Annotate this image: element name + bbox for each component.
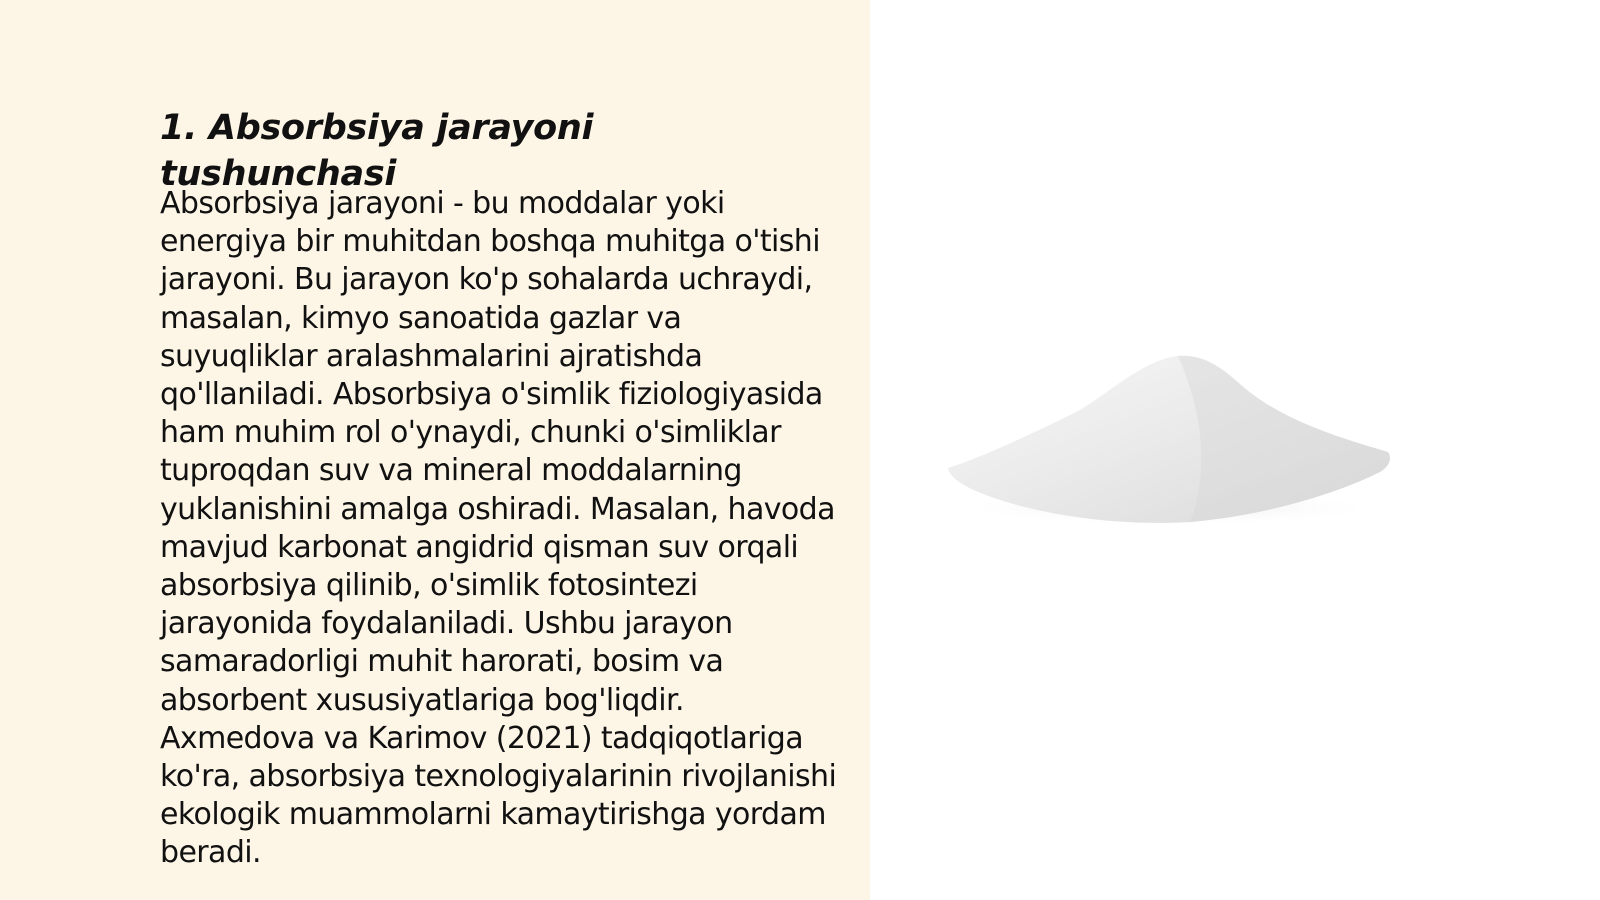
slide-title: 1. Absorbsiya jarayoni tushunchasi xyxy=(160,108,594,194)
white-powder-pile-image xyxy=(940,340,1400,540)
slide-body-text: Absorbsiya jarayoni - bu moddalar yoki energiya bir muhitdan boshqa muhitga o'tishi jarayoni. Bu jarayon ko'p sohalarda uchraydi, masalan, kimyo sanoatida gazlar va suyuqliklar aralashmalarini ajratishda qo'llaniladi. Absorbsiya o'simlik fiziologiyasida ham muhim rol o'ynaydi, chunki o'simliklar tuproqdan suv va mineral moddalarning yuklanishini amalga oshiradi. Masalan, havoda mavjud karbonat angidrid qisman suv orqali absorbsiya qilinib, o'simlik fotosintezi jarayonida foydalaniladi. Ushbu jarayon samaradorligi muhit harorati, bosim va absorbent xususiyatlariga bog'liqdir. Axmedova va Karimov (2021) tadqiqotlariga ko'ra, absorbsiya texnologiyalarinin rivojlanishi ekologik muammolarni kamaytirishga yordam beradi. xyxy=(160,186,837,871)
